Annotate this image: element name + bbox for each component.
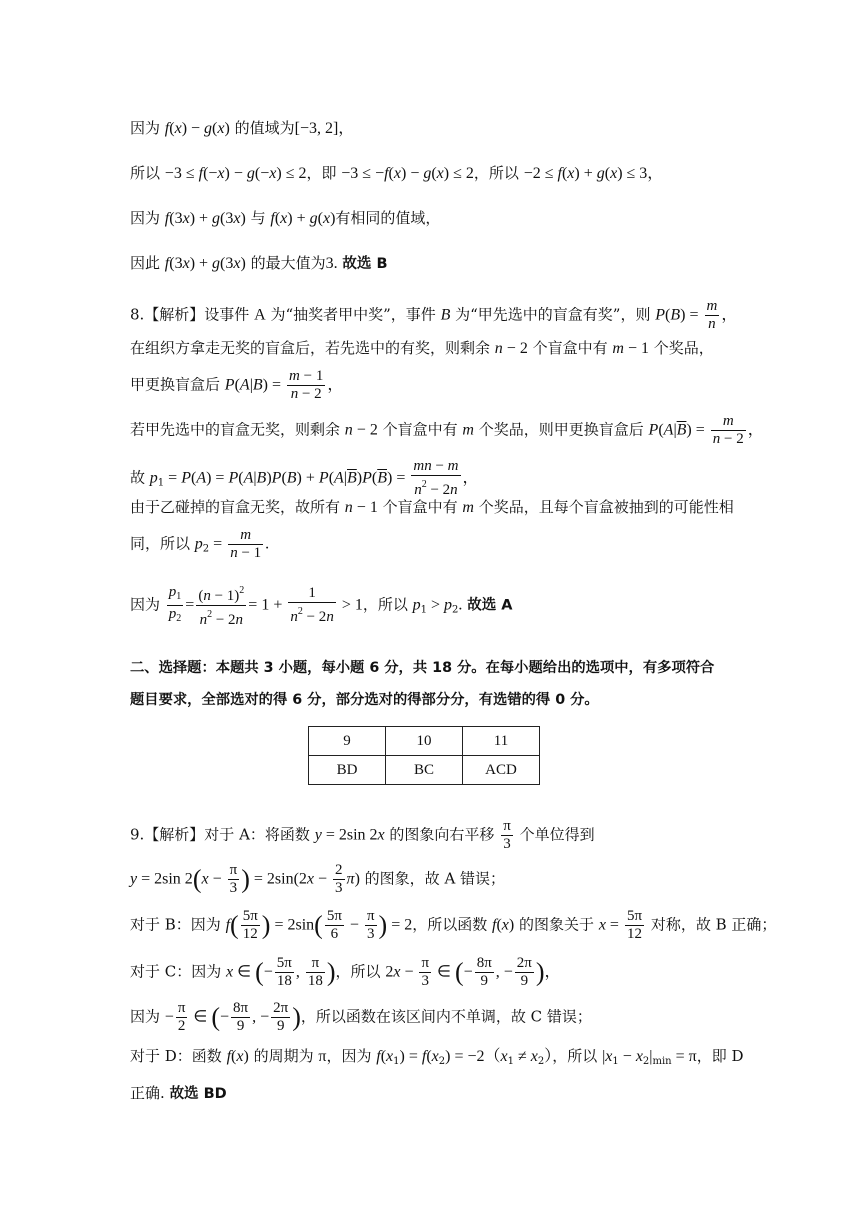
table-row [309,756,540,785]
text: ，所以函数在该区间内不单调，故 C 错误； [300,1007,592,1026]
text: 对于 D：函数 [130,1047,222,1065]
text-line: 8.【解析】设事件 A 为“抽奖者甲中奖”，事件 B 为“甲先选中的盲盒有奖”，则 P(B) = $\frac{m}{n}$ ， [130,298,738,332]
answer-table [308,726,540,785]
text: 正确. [130,1084,165,1102]
text: ，所以 [473,164,519,182]
text: 因为 [130,209,161,227]
text: 因此 [130,254,161,272]
text-line: 因为 $\frac{p_1}{p_2}$ = $\frac{(n - 1)^2}{n^2 - 2n}$ = 1 + $\frac{1}{n^2 - 2n}$ > 1，所以 $p_1 > p_2$. 故选 A [130,584,513,628]
text-line: 同，所以 $p_2$ = $\frac{m}{n - 1}$ . [130,527,270,561]
text: ，即 D [696,1047,744,1065]
text: 个奖品，则甲更换盲盒后 [478,420,644,439]
text: 由于乙碰掉的盲盒无奖，故所有 [130,498,341,516]
text: 因为 [130,595,161,614]
text: 因为 [130,119,161,137]
text-line: 在组织方拿走无奖的盲盒后，若先选中的有奖，则剩余 n − 2 个盲盒中有 m − 1 个奖品， [130,339,714,357]
text: 与 [250,209,266,227]
text: 个奖品， [653,339,714,357]
text-line: 对于 B：因为 f( $\frac{5\pi}{12}$ ) = 2sin( $\frac{5\pi}{6}$ − $\frac{\pi}{3}$ ) = 2，所以函数 f(x) 的图象关于 x = $\frac{5\pi}{12}$ 对称，故 B 正确； [130,908,777,942]
text-line [130,1083,227,1104]
text: ，所以 [335,962,381,981]
text: 的值域为 [234,119,295,137]
text: 甲更换盲盒后 [130,375,221,394]
table-cell: 11 [463,727,540,756]
table-cell: BC [386,756,463,785]
text-line: 由于乙碰掉的盲盒无奖，故所有 n − 1 个盲盒中有 m 个奖品，且每个盲盒被抽到的可能性相 [130,498,734,516]
text: 个盲盒中有 [532,339,608,357]
text: 同，所以 [130,534,191,553]
text: 个盲盒中有 [382,420,458,439]
table-cell: BD [309,756,386,785]
text: 个单位得到 [519,825,595,844]
table-cell: 10 [386,727,463,756]
text: 个盲盒中有 [382,498,458,516]
text: ，所以函数 [412,915,488,934]
text-line: 对于 D：函数 f(x) 的周期为 π，因为 $f(x_1) = f(x_2) = -2(x_1 \ne x_2)$，所以 $|x_1 - x_2|_{min} = \pi$，即 D [130,1047,744,1067]
text-line: 9.【解析】对于 A：将函数 y = 2sin 2x 的图象向右平移 $\frac{\pi}{3}$ 个单位得到 [130,818,595,852]
text: ，所以 [362,595,408,614]
text: 对于 B：因为 [130,915,221,934]
text-line: 对于 C：因为 x ∈ (− $\frac{5\pi}{18}$ , $\frac{\pi}{18}$ )，所以 2x − $\frac{\pi}{3}$ ∈ (− $\frac{8\pi}{9}$ , − $\frac{2\pi}{9}$ )， [130,955,561,989]
text: 故 [130,468,146,487]
text-line: 所以 −3 ≤ f(−x) − g(−x) ≤ 2，即 −3 ≤ −f(x) − g(x) ≤ 2，所以 −2 ≤ f(x) + g(x) ≤ 3， [130,164,664,182]
text: 在组织方拿走无奖的盲盒后，若先选中的有奖，则剩余 [130,339,491,357]
text-line: 甲更换盲盒后 P(A|B) = $\frac{m - 1}{n - 2}$ ， [130,368,344,402]
text-line: 因为 f(x) − g(x) 的值域为[−3, 2]， [130,119,355,137]
section-heading: 题目要求，全部选对的得 6 分，部分选对的得部分分，有选错的得 0 分。 [130,692,599,708]
text: 若甲先选中的盲盒无奖，则剩余 [130,420,341,439]
table-row [309,727,540,756]
conclusion: 故选 A [467,597,513,614]
text: 对于 C：因为 [130,962,222,981]
table-cell: 9 [309,727,386,756]
text-line: 因为 f(3x) + g(3x) 与 f(x) + g(x)有相同的值域， [130,209,441,227]
text: 9.【解析】对于 A：将函数 [130,825,310,844]
text: 有相同的值域， [335,209,441,227]
text-line: 因为 − $\frac{\pi}{2}$ ∈ (− $\frac{8\pi}{9}$ , − $\frac{2\pi}{9}$ )，所以函数在该区间内不单调，故 C 错误； [130,1000,592,1034]
text: 为“抽奖者甲中奖”，事件 [270,305,436,324]
text: 个奖品，且每个盲盒被抽到的可能性相 [478,498,734,516]
text: 因为 [130,1007,161,1026]
table-cell: ACD [463,756,540,785]
section-heading: 二、选择题：本题共 3 小题，每小题 6 分，共 18 分。在每小题给出的选项中，有多项符合 [130,660,715,676]
text: 对称，故 B 正确； [650,915,777,934]
text: ，即 [306,164,337,182]
text: 的最大值为 [250,254,326,272]
text: 的周期为 [253,1047,314,1065]
conclusion: 故选 B [342,256,388,272]
text: 的图象向右平移 [389,825,495,844]
text-line: y = 2sin 2(x − $\frac{\pi}{3}$ ) = 2sin(2x − $\frac{2}{3}$ π) 的图象，故 A 错误； [130,862,506,896]
text-line: 若甲先选中的盲盒无奖，则剩余 n − 2 个盲盒中有 m 个奖品，则甲更换盲盒后 $P(A|\overline{B})$ = $\frac{m}{n - 2}$ ， [130,413,764,447]
text: ，所以 [552,1047,598,1065]
text: ，因为 [326,1047,372,1065]
text-line: 因此 f(3x) + g(3x) 的最大值为3. 故选 B [130,254,388,272]
text: 为“甲先选中的盲盒有奖”，则 [455,305,651,324]
text: 的图象关于 [519,915,595,934]
text: 所以 [130,164,161,182]
conclusion: 故选 BD [169,1086,227,1102]
text: 的图象，故 A 错误； [364,869,506,888]
text: 8.【解析】设事件 [130,305,250,324]
text-line: 故 $p_1 = P(A) = P(A|B)P(B) + P(A|\overline{B})P(\overline{B})$ = $\frac{mn - m}{n^2 - 2n}$ ， [130,458,479,498]
